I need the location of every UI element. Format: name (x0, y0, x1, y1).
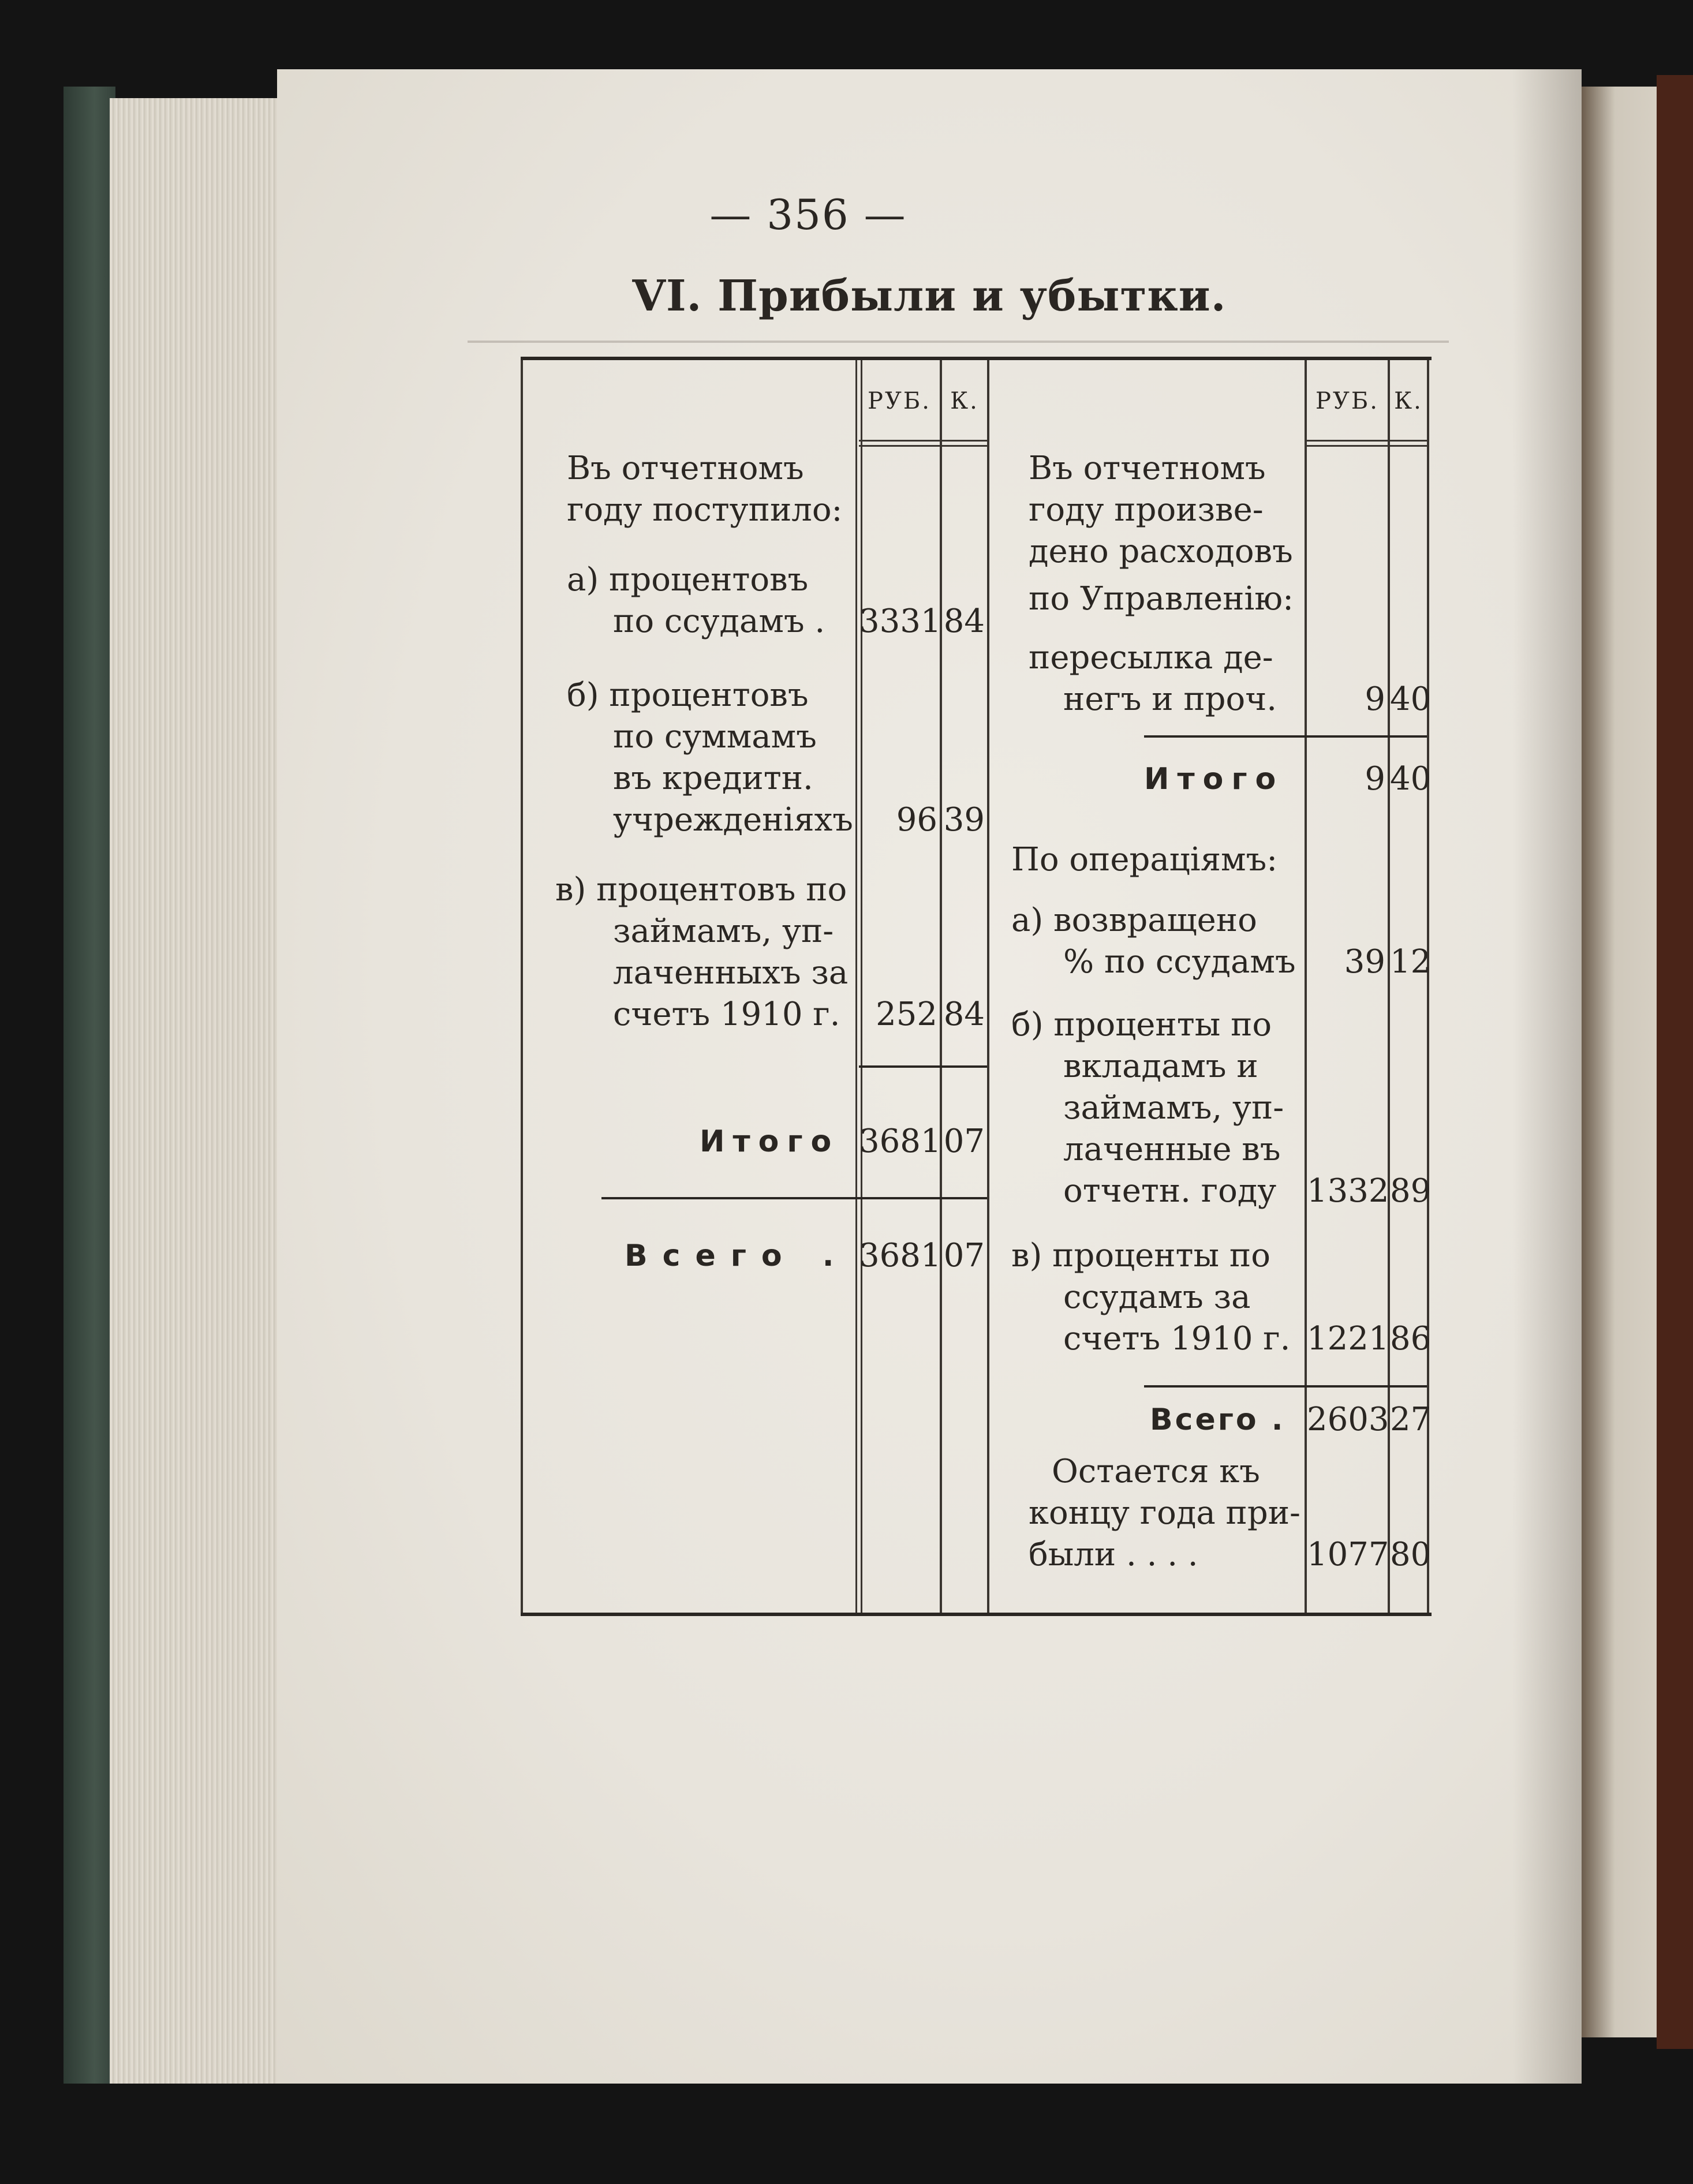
income-item-a-kop: 84 (943, 603, 985, 640)
expense-op-b: займамъ, уп- (1063, 1089, 1284, 1127)
page-number: — 356 — (709, 190, 907, 239)
section-title: VI. Прибыли и убытки. (632, 271, 1227, 321)
expense-op-a: а) возвращено (1011, 902, 1257, 939)
sum-rule (859, 1065, 987, 1068)
income-item-b-kop: 39 (943, 801, 985, 839)
expense-remain-rub: 1077 (1307, 1536, 1389, 1573)
expense-ops-heading: По операціямъ: (1011, 841, 1278, 878)
expense-op-b: вкладамъ и (1063, 1048, 1258, 1085)
expense-op-c-rub: 1221 (1307, 1320, 1389, 1357)
expense-op-a-rub: 39 (1344, 943, 1385, 981)
expense-vsego-kop: 27 (1390, 1401, 1432, 1438)
income-item-b: по суммамъ (613, 718, 817, 756)
column-divider (987, 360, 989, 1613)
expense-remain-kop: 80 (1390, 1536, 1432, 1573)
income-item-b: учрежденіяхъ (613, 801, 853, 839)
page-edges (110, 98, 300, 2084)
expense-postage: негъ и проч. (1063, 680, 1277, 718)
expense-intro-line: Въ отчетномъ (1029, 450, 1266, 487)
income-vsego-kop: 07 (943, 1237, 985, 1274)
expense-postage: пересылка де- (1029, 639, 1273, 676)
book-cover-right (1657, 75, 1693, 2049)
income-itogo-rub: 3681 (859, 1123, 941, 1160)
income-item-c-kop: 84 (943, 996, 985, 1033)
expense-itogo-rub: 9 (1365, 760, 1385, 798)
expense-op-a-kop: 12 (1390, 943, 1432, 981)
column-divider (940, 360, 942, 1613)
expense-vsego-label: Всего . (1150, 1403, 1285, 1437)
income-item-a-rub: 3331 (859, 603, 941, 640)
header-rule (859, 440, 987, 447)
header-rule (1307, 440, 1427, 447)
expense-op-b: б) проценты по (1011, 1006, 1272, 1044)
expense-postage-rub: 9 (1365, 680, 1385, 718)
expense-itogo-kop: 40 (1390, 760, 1432, 798)
sum-rule (601, 1197, 987, 1199)
header-kop: К. (950, 388, 979, 414)
header-rub: РУБ. (868, 388, 931, 414)
income-itogo-label: Итого (700, 1124, 840, 1159)
column-divider (855, 360, 862, 1613)
income-vsego-label: Всего . (625, 1239, 849, 1273)
expense-intro-line: дено расходовъ (1029, 533, 1293, 570)
expense-postage-kop: 40 (1390, 680, 1432, 718)
header-rub: РУБ. (1315, 388, 1379, 414)
income-item-c: счетъ 1910 г. (613, 996, 840, 1033)
expense-vsego-rub: 2603 (1307, 1401, 1389, 1438)
expense-remain: концу года при- (1029, 1494, 1300, 1532)
expense-remain: Остается къ (1052, 1453, 1260, 1490)
book-cover-left (63, 87, 115, 2084)
header-kop: К. (1394, 388, 1423, 414)
expense-op-b-kop: 89 (1390, 1172, 1432, 1210)
sum-rule (1144, 1385, 1427, 1388)
expense-itogo-label: Итого (1144, 762, 1284, 796)
income-intro-line: Въ отчетномъ (567, 450, 804, 487)
expense-op-b-rub: 1332 (1307, 1172, 1389, 1210)
bleed-through-line (468, 341, 1449, 343)
expense-op-a: % по ссудамъ (1063, 943, 1296, 981)
expense-intro-line: по Управленію: (1029, 580, 1294, 618)
expense-op-c: в) проценты по (1011, 1237, 1270, 1274)
income-vsego-rub: 3681 (859, 1237, 941, 1274)
table-left-border (521, 360, 523, 1613)
expense-op-c: ссудамъ за (1063, 1278, 1251, 1316)
income-item-a: а) процентовъ (567, 561, 809, 599)
profit-loss-table (521, 357, 1432, 1616)
expense-op-b: лаченные въ (1063, 1131, 1281, 1168)
expense-op-b: отчетн. году (1063, 1172, 1277, 1210)
income-intro-line: году поступило: (567, 491, 843, 529)
sum-rule (1144, 735, 1427, 738)
income-item-b: въ кредитн. (613, 760, 813, 797)
expense-op-c-kop: 86 (1390, 1320, 1432, 1357)
income-item-c: займамъ, уп- (613, 913, 834, 950)
income-item-c-rub: 252 (876, 996, 937, 1033)
expense-remain: были . . . . (1029, 1536, 1198, 1573)
income-item-c: лаченныхъ за (613, 954, 849, 992)
expense-intro-line: году произве- (1029, 491, 1264, 529)
income-item-c: в) процентовъ по (555, 871, 847, 908)
expense-op-c: счетъ 1910 г. (1063, 1320, 1291, 1357)
income-item-b-rub: 96 (896, 801, 937, 839)
income-item-b: б) процентовъ (567, 676, 809, 714)
income-itogo-kop: 07 (943, 1123, 985, 1160)
income-item-a: по ссудамъ . (613, 603, 825, 640)
